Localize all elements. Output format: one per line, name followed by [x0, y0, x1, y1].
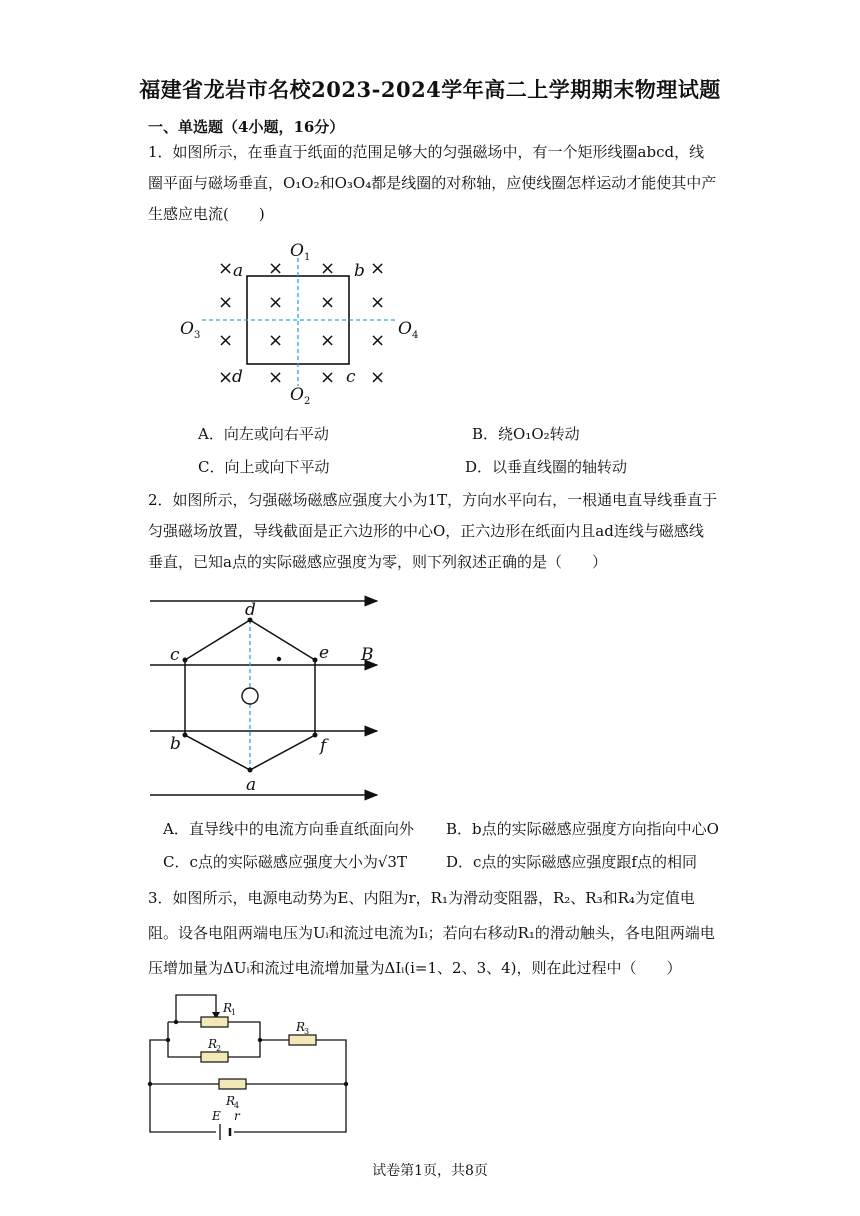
sub-4: 4: [412, 330, 419, 341]
page-footer: 试卷第1页，共8页: [372, 1163, 488, 1179]
label-b: b: [354, 261, 365, 281]
cross-mark: ×: [268, 258, 284, 279]
q1-coil-figure: [170, 236, 430, 406]
sub-3: 3: [194, 330, 201, 341]
cross-mark: ×: [268, 367, 284, 388]
resistor-r1: [201, 1017, 228, 1027]
cross-mark: ×: [320, 258, 336, 279]
resistor-r4: [219, 1079, 246, 1089]
section-heading: 一、单选题（4小题，16分）: [148, 118, 345, 136]
question-3-text: 3．如图所示，电源电动势为E、内阻为r，R₁为滑动变阻器，R₂、R₃和R₄为定值电阻。设各电阻两端电压为Uᵢ和流过电流为Iᵢ；若向右移动R₁的滑动触头，各电阻两端电压增加量为ΔUᵢ和流过电流增加量为ΔIᵢ(i=1、2、3、4)，则在此过程中（ ）: [148, 889, 715, 977]
cross-mark: ×: [218, 330, 234, 351]
q1-option-a: A．向左或向右平动: [198, 425, 329, 443]
cross-mark: ×: [320, 292, 336, 313]
label-d: d: [245, 600, 256, 620]
q2-option-c: C．c点的实际磁感应强度大小为√3T: [163, 853, 407, 871]
q2-hexagon-figure: [145, 595, 390, 805]
cross-mark: ×: [370, 292, 386, 313]
label-a: a: [246, 775, 257, 795]
svg-text:2: 2: [216, 1044, 222, 1053]
label-e: E: [212, 1109, 221, 1123]
svg-text:3: 3: [304, 1027, 310, 1036]
label-B: B: [361, 645, 374, 665]
sub-1: 1: [304, 252, 311, 263]
cross-mark: ×: [268, 330, 284, 351]
vertex-c: [183, 658, 188, 663]
label-o3: O: [180, 319, 194, 339]
resistor-r3: [289, 1035, 316, 1045]
vertex-e: [313, 658, 318, 663]
wire-cross-section: [242, 688, 258, 704]
cross-mark: ×: [370, 258, 386, 279]
cross-mark: ×: [370, 367, 386, 388]
label-o1: O: [290, 241, 304, 261]
question-2-text: 2．如图所示，匀强磁场磁感应强度大小为1T，方向水平向右，一根通电直导线垂直于匀强磁场放置，导线截面是正六边形的中心O，正六边形在纸面内且ad连线与磁感线垂直，已知a点的实际磁感应强度为零，则下列叙述正确的是（ ）: [148, 491, 718, 571]
svg-text:4: 4: [234, 1101, 240, 1110]
label-b: b: [170, 734, 181, 754]
svg-text:1: 1: [231, 1008, 237, 1017]
label-f: f: [320, 736, 327, 756]
vertex-f: [313, 733, 318, 738]
cross-mark: ×: [218, 258, 234, 279]
cross-mark: ×: [268, 292, 284, 313]
q1-option-d: D．以垂直线圈的轴转动: [465, 458, 628, 476]
label-r4: R: [226, 1094, 236, 1108]
label-a: a: [233, 261, 244, 281]
label-d: d: [232, 367, 243, 387]
label-r2: R: [208, 1037, 218, 1051]
vertex-a: [248, 768, 253, 773]
cross-mark: ×: [218, 292, 234, 313]
label-e: e: [319, 643, 330, 663]
cross-mark: ×: [370, 330, 386, 351]
q2-option-b: B．b点的实际磁感应强度方向指向中心O: [446, 820, 719, 838]
label-r1: R: [223, 1001, 233, 1015]
q2-option-a: A．直导线中的电流方向垂直纸面向外: [163, 820, 414, 838]
q3-circuit-figure: [146, 992, 351, 1142]
sub-2: 2: [304, 396, 311, 407]
vertex-b: [183, 733, 188, 738]
q1-option-c: C．向上或向下平动: [198, 458, 330, 476]
resistor-r2: [201, 1052, 228, 1062]
question-1-text: 1．如图所示，在垂直于纸面的范围足够大的匀强磁场中，有一个矩形线圈abcd，线圈平面与磁场垂直，O₁O₂和O₃O₄都是线圈的对称轴，应使线圈怎样运动才能使其中产生感应电流( ): [148, 143, 717, 223]
label-c: c: [170, 645, 180, 665]
label-r: r: [234, 1109, 240, 1123]
q1-option-b: B．绕O₁O₂转动: [472, 425, 580, 443]
cross-mark: ×: [218, 367, 234, 388]
label-r3: R: [296, 1020, 306, 1034]
dot-mark: [277, 657, 281, 661]
page-title: 福建省龙岩市名校2023-2024学年高二上学期期末物理试题: [139, 77, 721, 102]
cross-mark: ×: [320, 330, 336, 351]
label-o2: O: [290, 385, 304, 405]
label-c: c: [346, 367, 356, 387]
q2-option-d: D．c点的实际磁感应强度跟f点的相同: [446, 853, 697, 871]
label-o4: O: [398, 319, 412, 339]
cross-mark: ×: [320, 367, 336, 388]
